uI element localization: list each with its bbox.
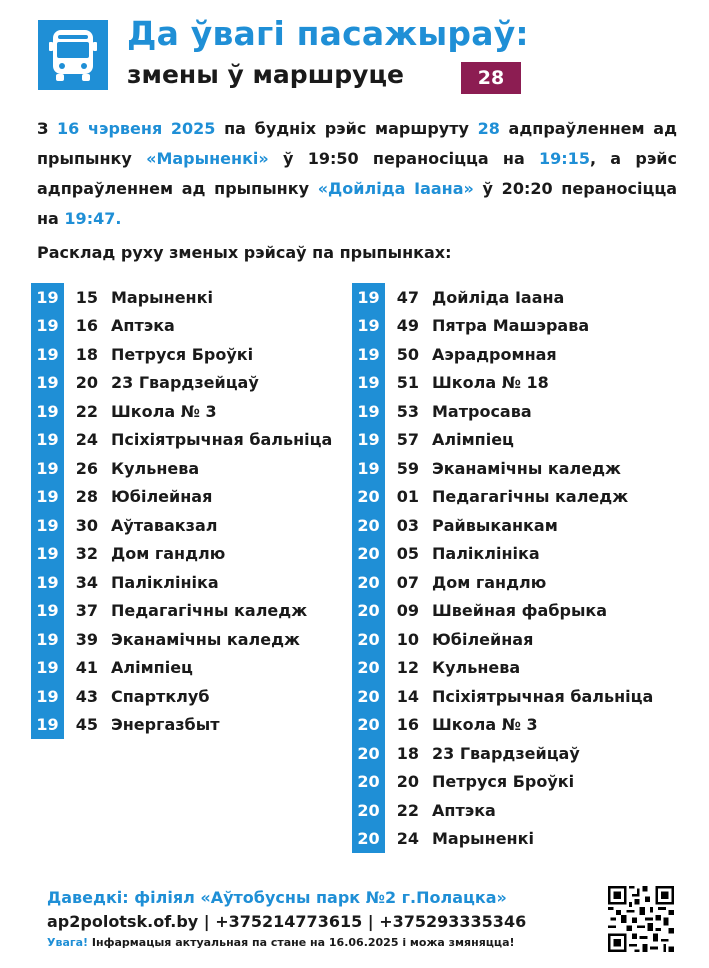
hour-cell: 19 xyxy=(31,483,64,512)
schedule-row xyxy=(31,397,332,426)
minute-cell: 32 xyxy=(75,544,98,564)
hour-cell: 19 xyxy=(352,283,385,312)
schedule-row xyxy=(352,312,653,341)
minute-cell: 47 xyxy=(396,287,419,307)
stop-name: Аўтавакзал xyxy=(111,515,218,535)
minute-cell: 24 xyxy=(75,430,98,450)
stop-name: 23 Гвардзейцаў xyxy=(111,373,259,393)
stop-name: Школа № 3 xyxy=(432,715,538,735)
hour-cell: 19 xyxy=(31,540,64,569)
schedule-row xyxy=(352,426,653,455)
minute-cell: 09 xyxy=(396,601,419,621)
stop-name: Юбілейная xyxy=(111,487,213,507)
minute-cell: 01 xyxy=(396,487,419,507)
schedule-row xyxy=(352,283,653,312)
hour-cell: 20 xyxy=(352,825,385,854)
schedule-row xyxy=(31,540,332,569)
schedule-row xyxy=(352,768,653,797)
footer-contacts: ap2polotsk.of.by | +375214773615 | +375293335346 xyxy=(47,912,527,931)
minute-cell: 50 xyxy=(396,344,419,364)
hour-cell: 20 xyxy=(352,768,385,797)
page-title: Да ўвагі пасажыраў: xyxy=(127,14,529,53)
schedule-row xyxy=(352,454,653,483)
schedule-row xyxy=(352,711,653,740)
minute-cell: 16 xyxy=(396,715,419,735)
hour-cell: 19 xyxy=(352,426,385,455)
minute-cell: 20 xyxy=(75,373,98,393)
stop-name: Эканамічны каледж xyxy=(111,629,300,649)
stop-name: Школа № 3 xyxy=(111,401,217,421)
schedule-row xyxy=(352,483,653,512)
minute-cell: 37 xyxy=(75,601,98,621)
hour-cell: 20 xyxy=(352,483,385,512)
minute-cell: 30 xyxy=(75,515,98,535)
stop-name: Педагагічны каледж xyxy=(111,601,308,621)
hour-cell: 19 xyxy=(31,312,64,341)
stop-name: Псіхіятрычная бальніца xyxy=(111,430,333,450)
stop-name: Дойліда Іаана xyxy=(432,287,565,307)
schedule-row xyxy=(31,625,332,654)
schedule-row xyxy=(352,654,653,683)
schedule-row xyxy=(352,511,653,540)
hour-cell: 19 xyxy=(352,454,385,483)
schedule-row xyxy=(31,511,332,540)
schedule-column-right xyxy=(352,283,653,853)
hour-cell: 19 xyxy=(31,397,64,426)
effective-date: 16 чэрвеня 2025 xyxy=(57,119,216,138)
schedule-row xyxy=(31,426,332,455)
hour-cell: 19 xyxy=(31,454,64,483)
hour-cell: 19 xyxy=(31,597,64,626)
minute-cell: 12 xyxy=(396,658,419,678)
stop-name: Дом гандлю xyxy=(432,572,547,592)
qr-code-icon xyxy=(608,886,674,952)
schedule-row xyxy=(352,739,653,768)
schedule-row xyxy=(352,682,653,711)
schedule-row xyxy=(31,711,332,740)
schedule-row xyxy=(31,568,332,597)
stop-name: Школа № 18 xyxy=(432,373,549,393)
stop-name: Райвыканкам xyxy=(432,515,558,535)
stop-ref-2: «Дойліда Іаана» xyxy=(317,179,474,198)
schedule-row xyxy=(31,283,332,312)
minute-cell: 15 xyxy=(75,287,98,307)
hour-cell: 19 xyxy=(31,511,64,540)
stop-name: Дом гандлю xyxy=(111,544,226,564)
stop-name: Энергазбыт xyxy=(111,715,220,735)
minute-cell: 59 xyxy=(396,458,419,478)
schedule-row xyxy=(31,369,332,398)
schedule-heading: Расклад руху зменых рэйсаў па прыпынках: xyxy=(37,243,452,262)
minute-cell: 43 xyxy=(75,686,98,706)
hour-cell: 19 xyxy=(352,312,385,341)
schedule-row xyxy=(352,796,653,825)
minute-cell: 03 xyxy=(396,515,419,535)
stop-name: Алімпіец xyxy=(432,430,514,450)
hour-cell: 20 xyxy=(352,796,385,825)
stop-name: Пятра Машэрава xyxy=(432,316,590,336)
hour-cell: 20 xyxy=(352,597,385,626)
minute-cell: 57 xyxy=(396,430,419,450)
footer-note: Увага! Інфармацыя актуальная па стане на 16.06.2025 і можа змяняцца! xyxy=(47,936,515,949)
stop-name: Эканамічны каледж xyxy=(432,458,621,478)
schedule-row xyxy=(352,568,653,597)
hour-cell: 20 xyxy=(352,739,385,768)
minute-cell: 18 xyxy=(75,344,98,364)
minute-cell: 20 xyxy=(396,772,419,792)
stop-name: Аптэка xyxy=(111,316,175,336)
minute-cell: 07 xyxy=(396,572,419,592)
schedule-row xyxy=(352,625,653,654)
hour-cell: 19 xyxy=(31,340,64,369)
minute-cell: 51 xyxy=(396,373,419,393)
stop-name: Паліклініка xyxy=(111,572,219,592)
schedule-row xyxy=(31,483,332,512)
hour-cell: 20 xyxy=(352,568,385,597)
schedule-row xyxy=(352,540,653,569)
footer-title: Даведкі: філіял «Аўтобусны парк №2 г.Полацка» xyxy=(47,888,507,907)
stop-name: Аэрадромная xyxy=(432,344,557,364)
stop-name: 23 Гвардзейцаў xyxy=(432,743,580,763)
schedule-row xyxy=(31,340,332,369)
hour-cell: 19 xyxy=(31,283,64,312)
schedule-row xyxy=(352,597,653,626)
hour-cell: 20 xyxy=(352,540,385,569)
hour-cell: 20 xyxy=(352,682,385,711)
minute-cell: 26 xyxy=(75,458,98,478)
minute-cell: 39 xyxy=(75,629,98,649)
schedule-row xyxy=(31,597,332,626)
bus-icon xyxy=(38,20,108,90)
schedule-row xyxy=(31,654,332,683)
schedule-row xyxy=(31,454,332,483)
hour-cell: 19 xyxy=(31,369,64,398)
new-time-1: 19:15 xyxy=(539,149,590,168)
minute-cell: 28 xyxy=(75,487,98,507)
announcement-text: З 16 чэрвеня 2025 па будніх рэйс маршруту 28 адпраўленнем ад прыпынку «Марыненкі» ў 19:50 пераносіцца на 19:15, а рэйс адпраўленнем ад прыпынку «Дойліда Іаана» ў 20:20 пераносіцца на 19:47. xyxy=(37,119,678,228)
schedule-row xyxy=(352,825,653,854)
route-number-badge: 28 xyxy=(461,62,521,94)
minute-cell: 34 xyxy=(75,572,98,592)
stop-name: Марыненкі xyxy=(111,287,213,307)
minute-cell: 53 xyxy=(396,401,419,421)
minute-cell: 14 xyxy=(396,686,419,706)
hour-cell: 19 xyxy=(31,568,64,597)
stop-name: Псіхіятрычная бальніца xyxy=(432,686,654,706)
schedule-row xyxy=(31,312,332,341)
page-subtitle: змены ў маршруце xyxy=(127,60,404,89)
stop-name: Кульнева xyxy=(432,658,521,678)
schedule-row xyxy=(352,397,653,426)
minute-cell: 24 xyxy=(396,829,419,849)
minute-cell: 05 xyxy=(396,544,419,564)
hour-cell: 20 xyxy=(352,625,385,654)
new-time-2: 19:47. xyxy=(64,209,122,228)
hour-cell: 19 xyxy=(31,711,64,740)
schedule-row xyxy=(352,340,653,369)
stop-name: Петруся Броўкі xyxy=(111,344,254,364)
minute-cell: 16 xyxy=(75,316,98,336)
hour-cell: 20 xyxy=(352,511,385,540)
stop-name: Спартклуб xyxy=(111,686,210,706)
hour-cell: 19 xyxy=(31,682,64,711)
hour-cell: 19 xyxy=(31,426,64,455)
hour-cell: 19 xyxy=(352,340,385,369)
hour-cell: 19 xyxy=(352,397,385,426)
minute-cell: 18 xyxy=(396,743,419,763)
route-ref: 28 xyxy=(477,119,500,138)
stop-name: Петруся Броўкі xyxy=(432,772,575,792)
minute-cell: 41 xyxy=(75,658,98,678)
hour-cell: 20 xyxy=(352,654,385,683)
stop-name: Аптэка xyxy=(432,800,496,820)
schedule-row xyxy=(31,682,332,711)
stop-name: Швейная фабрыка xyxy=(432,601,608,621)
minute-cell: 22 xyxy=(75,401,98,421)
minute-cell: 22 xyxy=(396,800,419,820)
stop-ref-1: «Марыненкі» xyxy=(146,149,269,168)
stop-name: Юбілейная xyxy=(432,629,534,649)
stop-name: Паліклініка xyxy=(432,544,540,564)
schedule-row xyxy=(352,369,653,398)
minute-cell: 10 xyxy=(396,629,419,649)
stop-name: Матросава xyxy=(432,401,532,421)
minute-cell: 49 xyxy=(396,316,419,336)
stop-name: Кульнева xyxy=(111,458,200,478)
warning-label: Увага! xyxy=(47,936,89,949)
stop-name: Марыненкі xyxy=(432,829,534,849)
schedule-column-left xyxy=(31,283,332,739)
hour-cell: 19 xyxy=(31,625,64,654)
minute-cell: 45 xyxy=(75,715,98,735)
hour-cell: 19 xyxy=(31,654,64,683)
stop-name: Педагагічны каледж xyxy=(432,487,629,507)
stop-name: Алімпіец xyxy=(111,658,193,678)
hour-cell: 19 xyxy=(352,369,385,398)
hour-cell: 20 xyxy=(352,711,385,740)
